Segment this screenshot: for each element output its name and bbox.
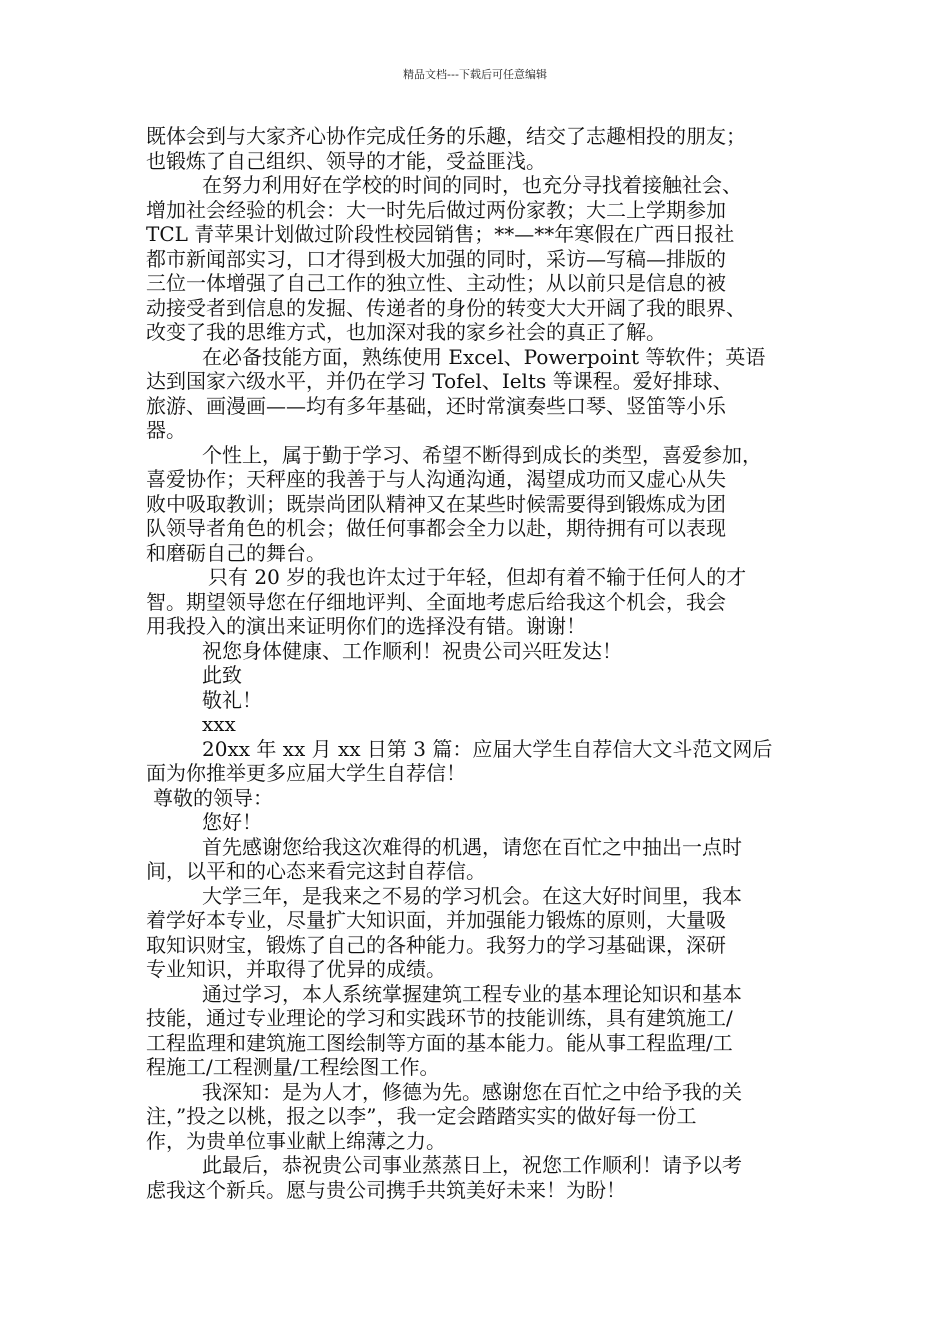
page-header: 精品文档---下载后可任意编辑 — [403, 68, 547, 81]
document-body — [146, 124, 832, 1202]
text-line: 程施工/工程测量/工程绘图工作。 — [146, 1055, 440, 1079]
text-line: 败中吸取教训；既崇尚团队精神又在某些时候需要得到锻炼成为团 — [146, 491, 726, 516]
text-line: TCL 青苹果计划做过阶段性校园销售；**—**年寒假在广西日报社 — [146, 222, 735, 246]
text-line: 间，以平和的心态来看完这封自荐信。 — [146, 859, 486, 883]
text-line: 此最后，恭祝贵公司事业蒸蒸日上，祝您工作顺利！请予以考 — [202, 1153, 742, 1177]
text-line: 技能，通过专业理论的学习和实践环节的技能训练，具有建筑施工/ — [146, 1006, 733, 1030]
text-line: 首先感谢您给我这次难得的机遇，请您在百忙之中抽出一点时 — [202, 834, 742, 859]
text-line: 器。 — [146, 418, 186, 442]
text-line: 也锻炼了自己组织、领导的才能，受益匪浅。 — [146, 148, 546, 173]
text-line: 虑我这个新兵。愿与贵公司携手共筑美好未来！为盼！ — [146, 1177, 626, 1202]
text-line: 动接受者到信息的发掘、传递者的身份的转变大大开阔了我的眼界、 — [146, 295, 746, 320]
text-line: 在必备技能方面，熟练使用 Excel、Powerpoint 等软件；英语 — [202, 344, 766, 369]
text-line: 取知识财宝，锻炼了自己的各种能力。我努力的学习基础课，深研 — [146, 932, 726, 957]
text-line: 增加社会经验的机会：大一时先后做过两份家教；大二上学期参加 — [146, 197, 726, 222]
text-line: 面为你推举更多应届大学生自荐信！ — [146, 761, 466, 785]
text-line: 旅游、画漫画——均有多年基础，还时常演奏些口琴、竖笛等小乐 — [146, 393, 726, 418]
text-line: 您好！ — [202, 810, 262, 834]
text-line: 尊敬的领导： — [153, 785, 273, 810]
text-line: 专业知识，并取得了优异的成绩。 — [146, 957, 446, 981]
text-line: 祝您身体健康、工作顺利！祝贵公司兴旺发达！ — [202, 638, 622, 663]
text-line: 着学好本专业，尽量扩大知识面，并加强能力锻炼的原则，大量吸 — [146, 908, 726, 932]
text-line: 我深知：是为人才，修德为先。感谢您在百忙之中给予我的关 — [202, 1079, 742, 1104]
text-line: 个性上，属于勤于学习、希望不断得到成长的类型，喜爱参加， — [202, 442, 762, 467]
text-line: 大学三年，是我来之不易的学习机会。在这大好时间里，我本 — [202, 883, 742, 908]
text-line: 和磨砺自己的舞台。 — [146, 540, 326, 565]
text-line: 通过学习，本人系统掌握建筑工程专业的基本理论知识和基本 — [202, 981, 742, 1006]
text-line: 改变了我的思维方式，也加深对我的家乡社会的真正了解。 — [146, 320, 666, 344]
text-line: 此致 — [202, 663, 242, 687]
text-line: 20xx 年 xx 月 xx 日第 3 篇：应届大学生自荐信大文斗范文网后 — [202, 736, 773, 761]
text-line: 队领导者角色的机会；做任何事都会全力以赴，期待拥有可以表现 — [146, 516, 726, 540]
text-line: 在努力利用好在学校的时间的同时，也充分寻找着接触社会、 — [202, 173, 742, 197]
text-line: 注，”投之以桃，报之以李”，我一定会踏踏实实的做好每一份工 — [146, 1104, 697, 1128]
text-line: 智。期望领导您在仔细地评判、全面地考虑后给我这个机会，我会 — [146, 589, 726, 614]
text-line: 用我投入的演出来证明你们的选择没有错。谢谢！ — [146, 614, 586, 638]
text-line: 三位一体增强了自己工作的独立性、主动性；从以前只是信息的被 — [146, 271, 726, 295]
text-line: 敬礼！ — [202, 687, 262, 712]
text-line: 既体会到与大家齐心协作完成任务的乐趣，结交了志趣相投的朋友； — [146, 124, 746, 148]
text-line: 喜爱协作；天秤座的我善于与人沟通沟通，渴望成功而又虚心从失 — [146, 467, 726, 491]
text-line: 作，为贵单位事业献上绵薄之力。 — [146, 1128, 446, 1153]
text-line: xxx — [202, 712, 236, 736]
text-line: 只有 20 岁的我也许太过于年轻，但却有着不输于任何人的才 — [208, 565, 747, 589]
text-line: 都市新闻部实习，口才得到极大加强的同时，采访—写稿—排版的 — [146, 246, 726, 271]
text-line: 工程监理和建筑施工图绘制等方面的基本能力。能从事工程监理/工 — [146, 1030, 733, 1055]
text-line: 达到国家六级水平，并仍在学习 Tofel、Ielts 等课程。爱好排球、 — [146, 369, 733, 393]
